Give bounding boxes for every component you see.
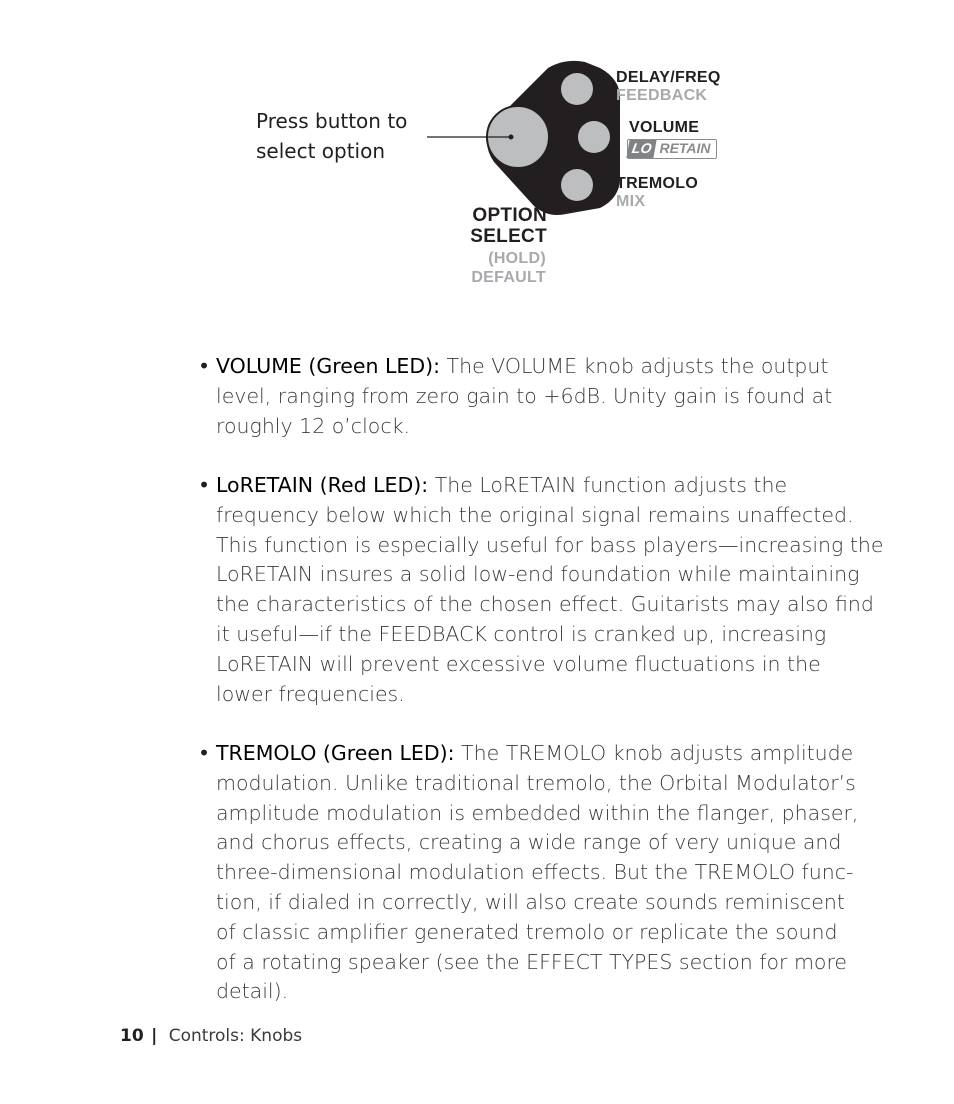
bullet-dot: • [198, 354, 211, 378]
loretain-text-line-3: This function is especially useful for bass players—increasing the [216, 532, 884, 557]
volume-text-line-3: roughly 12 o’clock. [216, 413, 410, 438]
loretain-text-line-5: the characteristics of the chosen effect. Guitarists may also find [216, 592, 874, 617]
feedback-label: FEEDBACK [616, 87, 708, 104]
select-label: SELECT [470, 226, 547, 247]
loretain-lead: LoRETAIN (Red LED): [216, 472, 429, 497]
page-number: 10 [120, 1026, 144, 1046]
tremolo-led [561, 169, 593, 201]
loretain-description [198, 471, 908, 709]
loretain-text-line-2: frequency below which the original signal remains unaffected. [216, 502, 854, 527]
delay-led [561, 73, 593, 105]
volume-text-line-1: The VOLUME knob adjusts the output [440, 354, 829, 378]
volume-label: VOLUME [629, 119, 700, 136]
option-label: OPTION [472, 205, 547, 226]
volume-lead: VOLUME (Green LED): [216, 354, 441, 378]
callout-leader-dot [509, 135, 514, 140]
tremolo-text-line-4: and chorus effects, creating a wide range of very unique and [216, 830, 842, 855]
knob-descriptions [198, 352, 908, 1037]
tremolo-text-line-8: of a rotating speaker (see the EFFECT TYPES section for more [216, 949, 848, 974]
tremolo-text-line-2: modulation. Unlike traditional tremolo, the Orbital Modulator’s [216, 770, 856, 795]
callout-line-2: select option [256, 139, 386, 163]
retain-badge-text: RETAIN [659, 140, 711, 156]
callout-line-1: Press button to [256, 109, 408, 133]
loretain-badge [627, 139, 717, 159]
section-title: Controls: Knobs [168, 1026, 303, 1046]
page-footer [120, 1024, 302, 1048]
mix-label: MIX [616, 193, 646, 210]
bullet-dot: • [198, 472, 211, 497]
tremolo-text-line-7: of classic amplifier generated tremolo or replicate the sound [216, 919, 838, 944]
volume-description [198, 352, 908, 441]
tremolo-text-line-1: The TREMOLO knob adjusts amplitude [454, 740, 854, 765]
bullet-dot: • [198, 740, 211, 765]
tremolo-text-line-9: detail). [216, 979, 289, 1004]
lo-badge-text: LO [626, 140, 657, 158]
volume-text-line-2: level, ranging from zero gain to +6dB. Unity gain is found at [216, 383, 833, 408]
tremolo-description [198, 739, 908, 1007]
loretain-text-line-4: LoRETAIN insures a solid low-end foundation while maintaining [216, 562, 860, 587]
delay-freq-label: DELAY/FREQ [616, 69, 721, 86]
tremolo-text-line-6: tion, if dialed in correctly, will also create sounds reminiscent [216, 889, 845, 914]
tremolo-text-line-5: three-dimensional modulation effects. But the TREMOLO func- [216, 860, 854, 885]
volume-led [578, 121, 610, 153]
footer-separator: | [151, 1026, 158, 1046]
loretain-text-line-7: LoRETAIN will prevent excessive volume fluctuations in the [216, 651, 821, 676]
loretain-text-line-8: lower frequencies. [216, 681, 405, 706]
callout-text [256, 106, 426, 166]
default-label: DEFAULT [471, 269, 546, 286]
hold-label: (HOLD) [488, 250, 546, 267]
tremolo-label: TREMOLO [616, 175, 699, 192]
loretain-text-line-6: it useful—if the FEEDBACK control is cranked up, increasing [216, 621, 827, 646]
knob-diagram [0, 0, 954, 320]
loretain-text-line-1: The LoRETAIN function adjusts the [428, 472, 788, 497]
tremolo-text-line-3: amplitude modulation is embedded within the flanger, phaser, [216, 800, 859, 825]
tremolo-lead: TREMOLO (Green LED): [216, 740, 455, 765]
